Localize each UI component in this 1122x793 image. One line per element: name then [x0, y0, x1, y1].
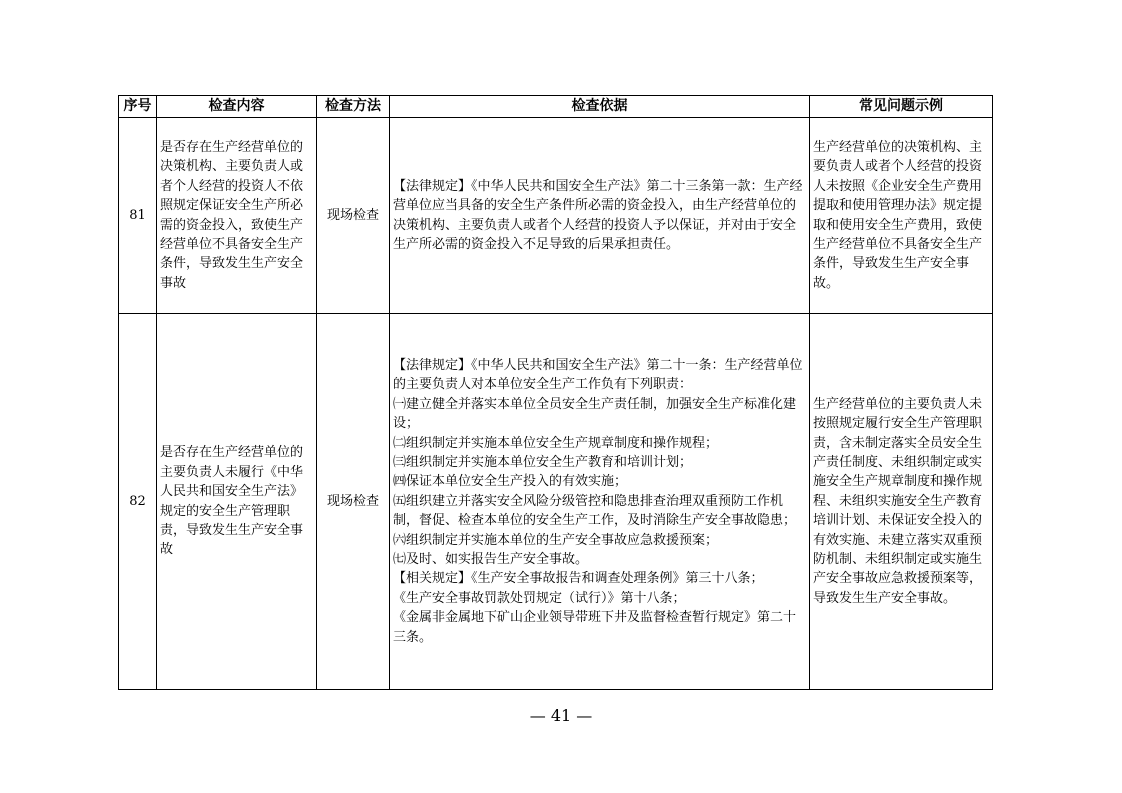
check-content: 是否存在生产经营单位的主要负责人未履行《中华人民共和国安全生产法》规定的安全生产管理职责，导致发生生产安全事故	[157, 314, 317, 690]
check-method: 现场检查	[317, 314, 390, 690]
header-no: 序号	[119, 96, 157, 118]
basis-line: ㈠建立健全并落实本单位全员安全生产责任制，加强安全生产标准化建设；	[393, 396, 797, 432]
header-content: 检查内容	[157, 96, 317, 118]
check-content: 是否存在生产经营单位的决策机构、主要负责人或者个人经营的投资人不依照规定保证安全生产所必需的资金投入，致使生产经营单位不具备安全生产条件，导致发生生产安全事故	[157, 118, 317, 314]
basis-line: 【相关规定】《生产安全事故报告和调查处理条例》第三十八条；	[393, 571, 764, 587]
page-number: — 41 —	[529, 706, 593, 725]
check-basis	[390, 314, 810, 690]
basis-line: ㈢组织制定并实施本单位安全生产教育和培训计划；	[393, 454, 693, 470]
inspection-table	[118, 95, 993, 690]
basis-line: ㈦及时、如实报告生产安全事故。	[393, 552, 589, 568]
header-basis: 检查依据	[390, 96, 810, 118]
header-examples: 常见问题示例	[810, 96, 993, 118]
table-row	[119, 314, 993, 690]
table-header-row	[119, 96, 993, 118]
basis-line: 【法律规定】《中华人民共和国安全生产法》第二十一条：生产经营单位的主要负责人对本单位安全生产工作负有下列职责：	[393, 357, 803, 393]
header-method: 检查方法	[317, 96, 390, 118]
common-issue-example: 生产经营单位的主要负责人未按照规定履行安全生产管理职责，含未制定落实全员安全生产责任制度、未组织制定或实施安全生产规章制度和操作规程、未组织实施安全生产教育培训计划、未保证安全投入的有效实施、未建立落实双重预防机制、未组织制定或实施生产安全事故应急救援预案等，导致发生生产安全事故。	[810, 314, 993, 690]
basis-line: 《金属非金属地下矿山企业领导带班下井及监督检查暂行规定》第二十三条。	[393, 610, 797, 645]
table-row	[119, 118, 993, 314]
basis-line: ㈤组织建立并落实安全风险分级管控和隐患排查治理双重预防工作机制，督促、检查本单位的安全生产工作，及时消除生产安全事故隐患；	[393, 493, 797, 529]
basis-line: ㈡组织制定并实施本单位安全生产规章制度和操作规程；	[393, 435, 719, 451]
row-number: 81	[119, 118, 157, 314]
row-number: 82	[119, 314, 157, 690]
basis-line: ㈥组织制定并实施本单位的生产安全事故应急救援预案；	[393, 532, 719, 548]
basis-line: 【法律规定】《中华人民共和国安全生产法》第二十三条第一款：生产经营单位应当具备的安全生产条件所必需的资金投入，由生产经营单位的决策机构、主要负责人或者个人经营的投资人予以保证，并对由于安全生产所必需的资金投入不足导致的后果承担责任。	[393, 178, 803, 252]
basis-line: ㈣保证本单位安全生产投入的有效实施；	[393, 474, 628, 490]
basis-line: 《生产安全事故罚款处罚规定（试行）》第十八条；	[393, 590, 686, 606]
check-method: 现场检查	[317, 118, 390, 314]
common-issue-example: 生产经营单位的决策机构、主要负责人或者个人经营的投资人未按照《企业安全生产费用提取和使用管理办法》规定提取和使用安全生产费用，致使生产经营单位不具备安全生产条件，导致发生生产安全事故。	[810, 118, 993, 314]
check-basis	[390, 118, 810, 314]
